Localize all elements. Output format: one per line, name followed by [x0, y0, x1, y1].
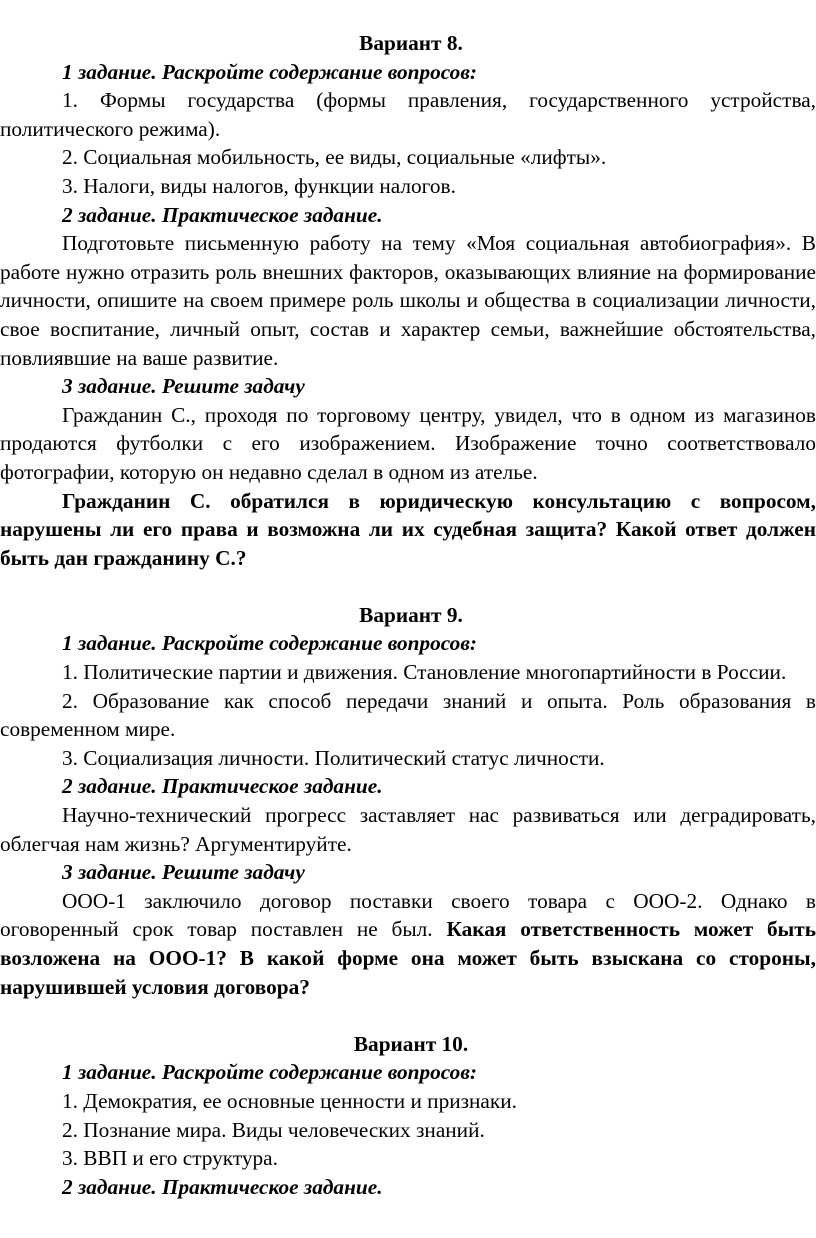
question-2: 2. Познание мира. Виды человеческих знаний. [62, 1117, 485, 1142]
question-3: 3. Социализация личности. Политический статус личности. [62, 745, 605, 770]
task-2-heading: 2 задание. Практическое задание. [62, 1174, 383, 1199]
task-3-text: Гражданин С., проходя по торговому центру, увидел, что в одном из магазинов продаются футболки с его изображением. Изображение точно соответствовало фотографии, которую он недавно сделал в одном из ателье. [0, 402, 816, 484]
variant-10 [0, 1030, 816, 1202]
task-3-text: ООО-1 заключило договор поставки своего товара с ООО-2. Однако в оговоренный срок товар поставлен не был. [0, 888, 816, 942]
task-3-heading: 3 задание. Решите задачу [62, 860, 305, 885]
variant-title: Вариант 8. [359, 31, 463, 55]
question-3: 3. ВВП и его структура. [62, 1146, 278, 1171]
question-1: 1. Демократия, ее основные ценности и признаки. [62, 1088, 517, 1113]
variant-title: Вариант 10. [353, 1031, 469, 1056]
question-2: 2. Образование как способ передачи знаний и опыта. Роль образования в современном мире. [0, 688, 816, 742]
variant-9 [0, 601, 816, 1001]
task-3-question: Какая ответственность может быть возложена на ООО-1? В какой форме она может быть взыскана со стороны, нарушившей условия договора? [0, 917, 816, 999]
task-1-heading: 1 задание. Раскройте содержание вопросов: [62, 59, 477, 84]
document-page [0, 29, 816, 1201]
task-3-question: Гражданин С. обратился в юридическую консультацию с вопросом, нарушены ли его права и возможна ли их судебная защита? Какой ответ должен быть дан гражданину С.? [0, 488, 816, 570]
variant-title: Вариант 9. [359, 602, 463, 627]
variant-8 [0, 29, 816, 572]
task-3-heading: 3 задание. Решите задачу [62, 374, 305, 399]
question-2: 2. Социальная мобильность, ее виды, социальные «лифты». [62, 145, 607, 170]
question-1: 1. Формы государства (формы правления, государственного устройства, политического режима). [0, 88, 816, 141]
task-2-text: Научно-технический прогресс заставляет нас развиваться или деградировать, облегчая нам жизнь? Аргументируйте. [0, 803, 816, 856]
spacer [0, 572, 816, 601]
task-2-heading: 2 задание. Практическое задание. [62, 202, 383, 227]
task-1-heading: 1 задание. Раскройте содержание вопросов: [62, 1060, 477, 1085]
task-1-heading: 1 задание. Раскройте содержание вопросов: [62, 631, 477, 656]
spacer [0, 1001, 816, 1030]
question-1: 1. Политические партии и движения. Становление многопартийности в России. [62, 660, 787, 685]
task-3-paragraph [0, 887, 816, 1001]
question-3: 3. Налоги, виды налогов, функции налогов. [62, 173, 456, 198]
task-2-text: Подготовьте письменную работу на тему «Моя социальная автобиография». В работе нужно отразить роль внешних факторов, оказывающих влияние на формирование личности, опишите на своем примере роль школы и общества в социализации личности, свое воспитание, личный опыт, состав и характер семьи, важнейшие обстоятельства, повлиявшие на ваше развитие. [0, 231, 816, 370]
task-2-heading: 2 задание. Практическое задание. [62, 774, 383, 799]
